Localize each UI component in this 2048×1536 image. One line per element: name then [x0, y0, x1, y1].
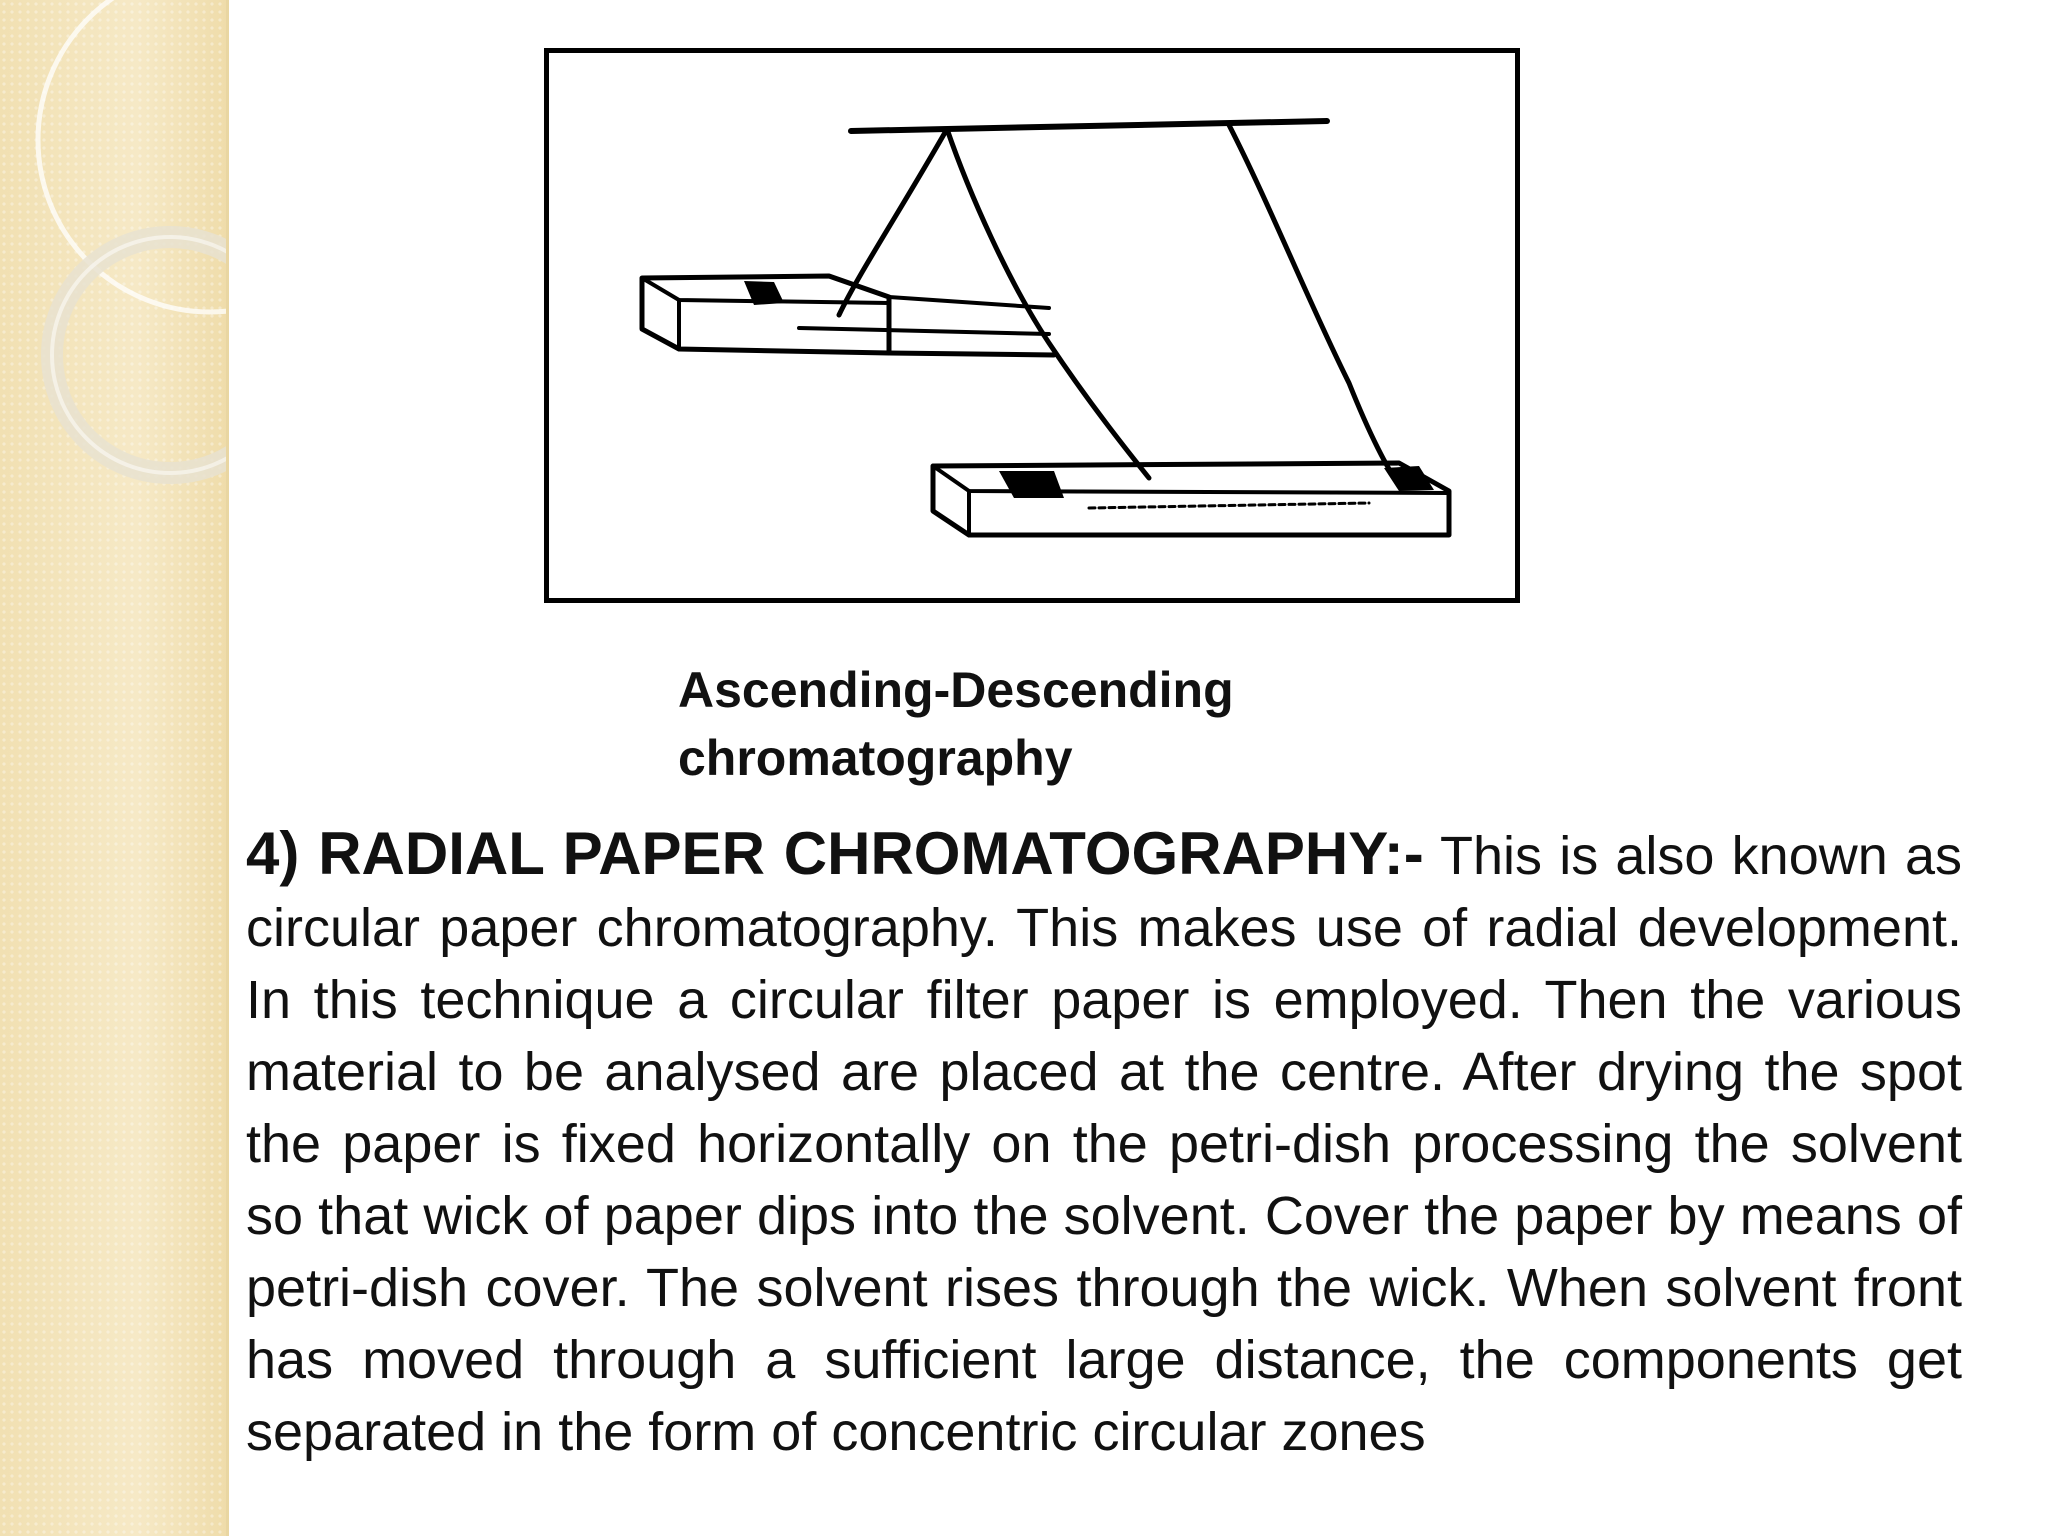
upper-trough-base — [889, 353, 1054, 355]
caption-line-1: Ascending-Descending — [678, 662, 1234, 718]
ascending-descending-apparatus-drawing — [549, 53, 1515, 598]
upper-trough-solvent-line — [799, 328, 1049, 334]
decorative-rings — [0, 0, 228, 1536]
section-heading: 4) RADIAL PAPER CHROMATOGRAPHY:- — [246, 820, 1424, 887]
radial-chromatography-paragraph — [246, 818, 1962, 1468]
lower-trough-solvent-line — [1089, 503, 1369, 508]
panel-divider — [226, 0, 229, 1536]
lower-trough-clamp-left — [999, 471, 1064, 498]
chromatography-figure — [544, 48, 1520, 603]
figure-caption — [678, 656, 1378, 792]
caption-line-2: chromatography — [678, 730, 1073, 786]
decorative-ring-large — [38, 0, 228, 312]
support-rod — [851, 121, 1327, 131]
decorative-ring-medium — [52, 237, 228, 473]
lower-trough-clamp-right — [1384, 466, 1434, 491]
section-body: This is also known as circular paper chromatography. This makes use of radial development. In this technique a circular filter paper is employed. Then the various material to be analysed are placed at the centre. After drying the spot the paper is fixed horizontally on the petri-dish processing the solvent so that wick of paper dips into the solvent. Cover the paper by means of petri-dish cover. The solvent rises through the wick. When solvent front has moved through a sufficient large distance, the components get separated in the form of concentric circular zones — [246, 826, 1962, 1462]
paper-right-edge — [1229, 125, 1399, 483]
decorative-side-panel — [0, 0, 228, 1536]
